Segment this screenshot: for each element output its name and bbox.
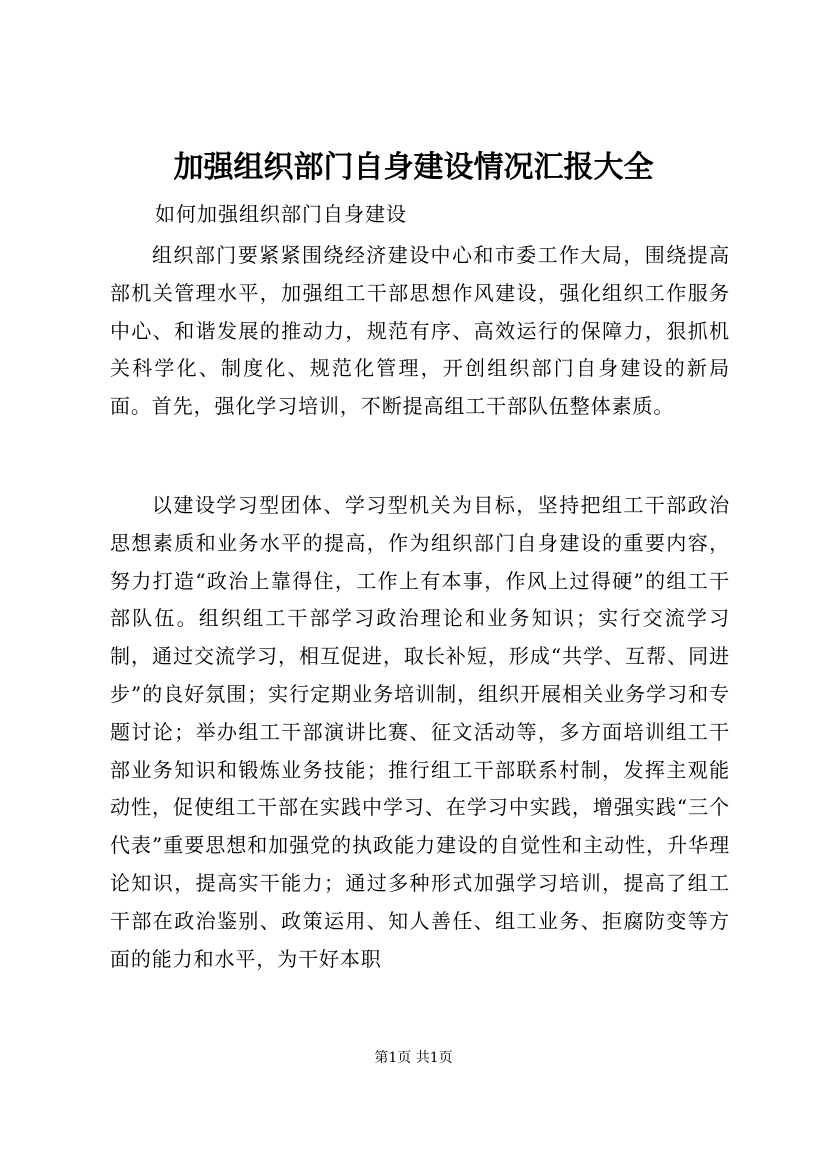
paragraph-1: 组织部门要紧紧围绕经济建设中心和市委工作大局，围绕提高部机关管理水平，加强组工干部思想作风建设，强化组织工作服务中心、和谐发展的推动力，规范有序、高效运行的保障力，狠抓机关科学化、制度化、规范化管理，开创组织部门自身建设的新局面。首先，强化学习培训，不断提高组工干部队伍整体素质。 xyxy=(110,243,730,419)
document-subtitle: 如何加强组织部门自身建设 xyxy=(155,202,407,226)
paragraph-2: 以建设学习型团体、学习型机关为目标，坚持把组工干部政治思想素质和业务水平的提高，作为组织部门自身建设的重要内容，努力打造“政治上靠得住，工作上有本事，作风上过得硬”的组工干部队伍。组织组工干部学习政治理论和业务知识；实行交流学习制，通过交流学习，相互促进，取长补短，形成“共学、互帮、同进步”的良好氛围；实行定期业务培训制，组织开展相关业务学习和专题讨论；举办组工干部演讲比赛、征文活动等，多方面培训组工干部业务知识和锻炼业务技能；推行组工干部联系村制，发挥主观能动性，促使组工干部在实践中学习、在学习中实践，增强实践“三个代表”重要思想和加强党的执政能力建设的自觉性和主动性，升华理论知识，提高实干能力；通过多种形式加强学习培训，提高了组工干部在政治鉴别、政策运用、知人善任、组工业务、拒腐防变等方面的能力和水平，为干好本职 xyxy=(110,493,730,971)
page-footer: 第1页 共1页 xyxy=(374,1050,453,1066)
document-title: 加强组织部门自身建设情况汇报大全 xyxy=(173,150,654,185)
